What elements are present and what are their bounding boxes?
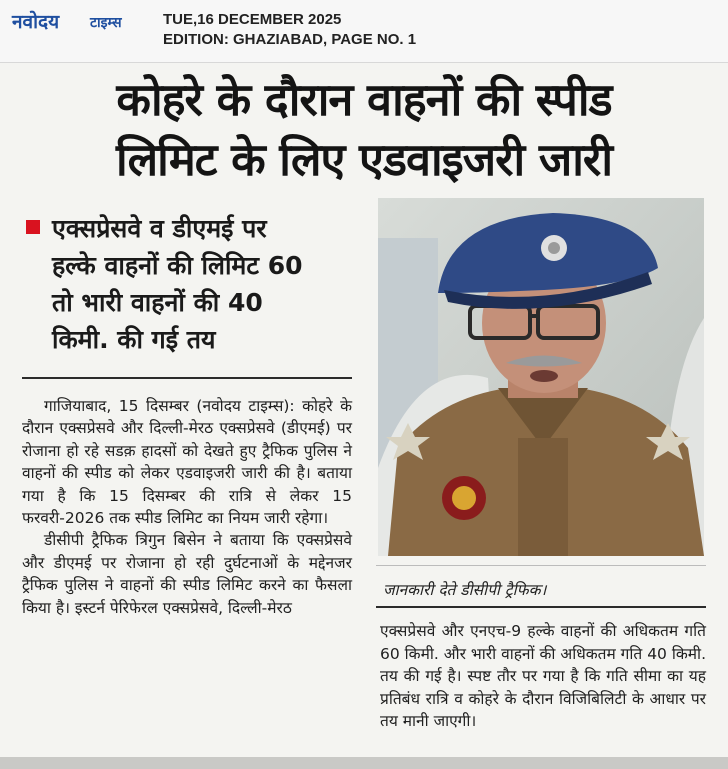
caption-divider	[376, 565, 706, 566]
news-photo	[378, 198, 704, 556]
body-paragraph: गाजियाबाद, 15 दिसम्बर (नवोदय टाइम्स): कोहरे के दौरान एक्सप्रेसवे और दिल्ली-मेरठ एक्सप्रेसवे (डीएमई) पर रोजाना हो रहे सडक़ हादसों को देखते हुए ट्रैफिक पुलिस ने वाहनों की स्पीड को लेकर एडवाइजरी जारी की है। बताया गया है कि 15 दिसम्बर की रात्रि से लेकर 15 फरवरी-2026 तक स्पीड लिमिट का नियम जारी रहेगा।	[22, 397, 352, 528]
headline	[0, 70, 728, 190]
edition-info	[163, 10, 416, 50]
column-divider	[22, 377, 352, 379]
headline-line-1: कोहरे के दौरान वाहनों की स्पीड	[116, 73, 612, 126]
subheadline	[52, 210, 352, 358]
subhead-line: किमी. की गई तय	[52, 325, 216, 354]
page-bottom-strip	[0, 757, 728, 769]
article-body-right	[380, 620, 706, 733]
body-paragraph: डीसीपी ट्रैफिक त्रिगुन बिसेन ने बताया कि एक्सप्रेसवे और डीएमई पर रोजाना हो रही दुर्घटनाओं के मद्देनजर ट्रैफिक पुलिस ने वाहनों की स्पीड लिमिट करने का फैसला किया है। इस्टर्न पेरिफेरल एक्सप्रेसवे, दिल्ली-मेरठ	[22, 531, 352, 617]
officer-photo	[378, 198, 704, 556]
headline-line-2: लिमिट के लिए एडवाइजरी जारी	[116, 133, 612, 186]
subhead-line: तो भारी वाहनों की 40	[52, 288, 263, 317]
masthead	[0, 0, 728, 63]
body-paragraph: एक्सप्रेसवे और एनएच-9 हल्के वाहनों की अधिकतम गति 60 किमी. और भारी वाहनों की अधिकतम गति 40 किमी. तय की गई है। स्पष्ट तौर पर गया है कि गति सीमा का यह प्रतिबंध रात्रि व कोहरे के दौरान विजिबिलिटी के आधार पर तय मानी जाएगी।	[380, 622, 706, 731]
subhead-square-icon	[26, 220, 40, 234]
newspaper-logo: नवोदय	[12, 11, 60, 33]
subhead-line: एक्सप्रेसवे व डीएमई पर	[52, 214, 267, 243]
publication-date: TUE,16 DECEMBER 2025	[163, 11, 342, 28]
subhead-line: हल्के वाहनों की लिमिट 60	[52, 251, 303, 280]
photo-caption: जानकारी देते डीसीपी ट्रैफिक।	[383, 581, 547, 599]
newspaper-logo-suffix: टाइम्स	[90, 15, 122, 31]
edition-page: EDITION: GHAZIABAD, PAGE NO. 1	[163, 31, 417, 48]
article-body-left	[22, 395, 352, 619]
column-divider	[376, 606, 706, 608]
